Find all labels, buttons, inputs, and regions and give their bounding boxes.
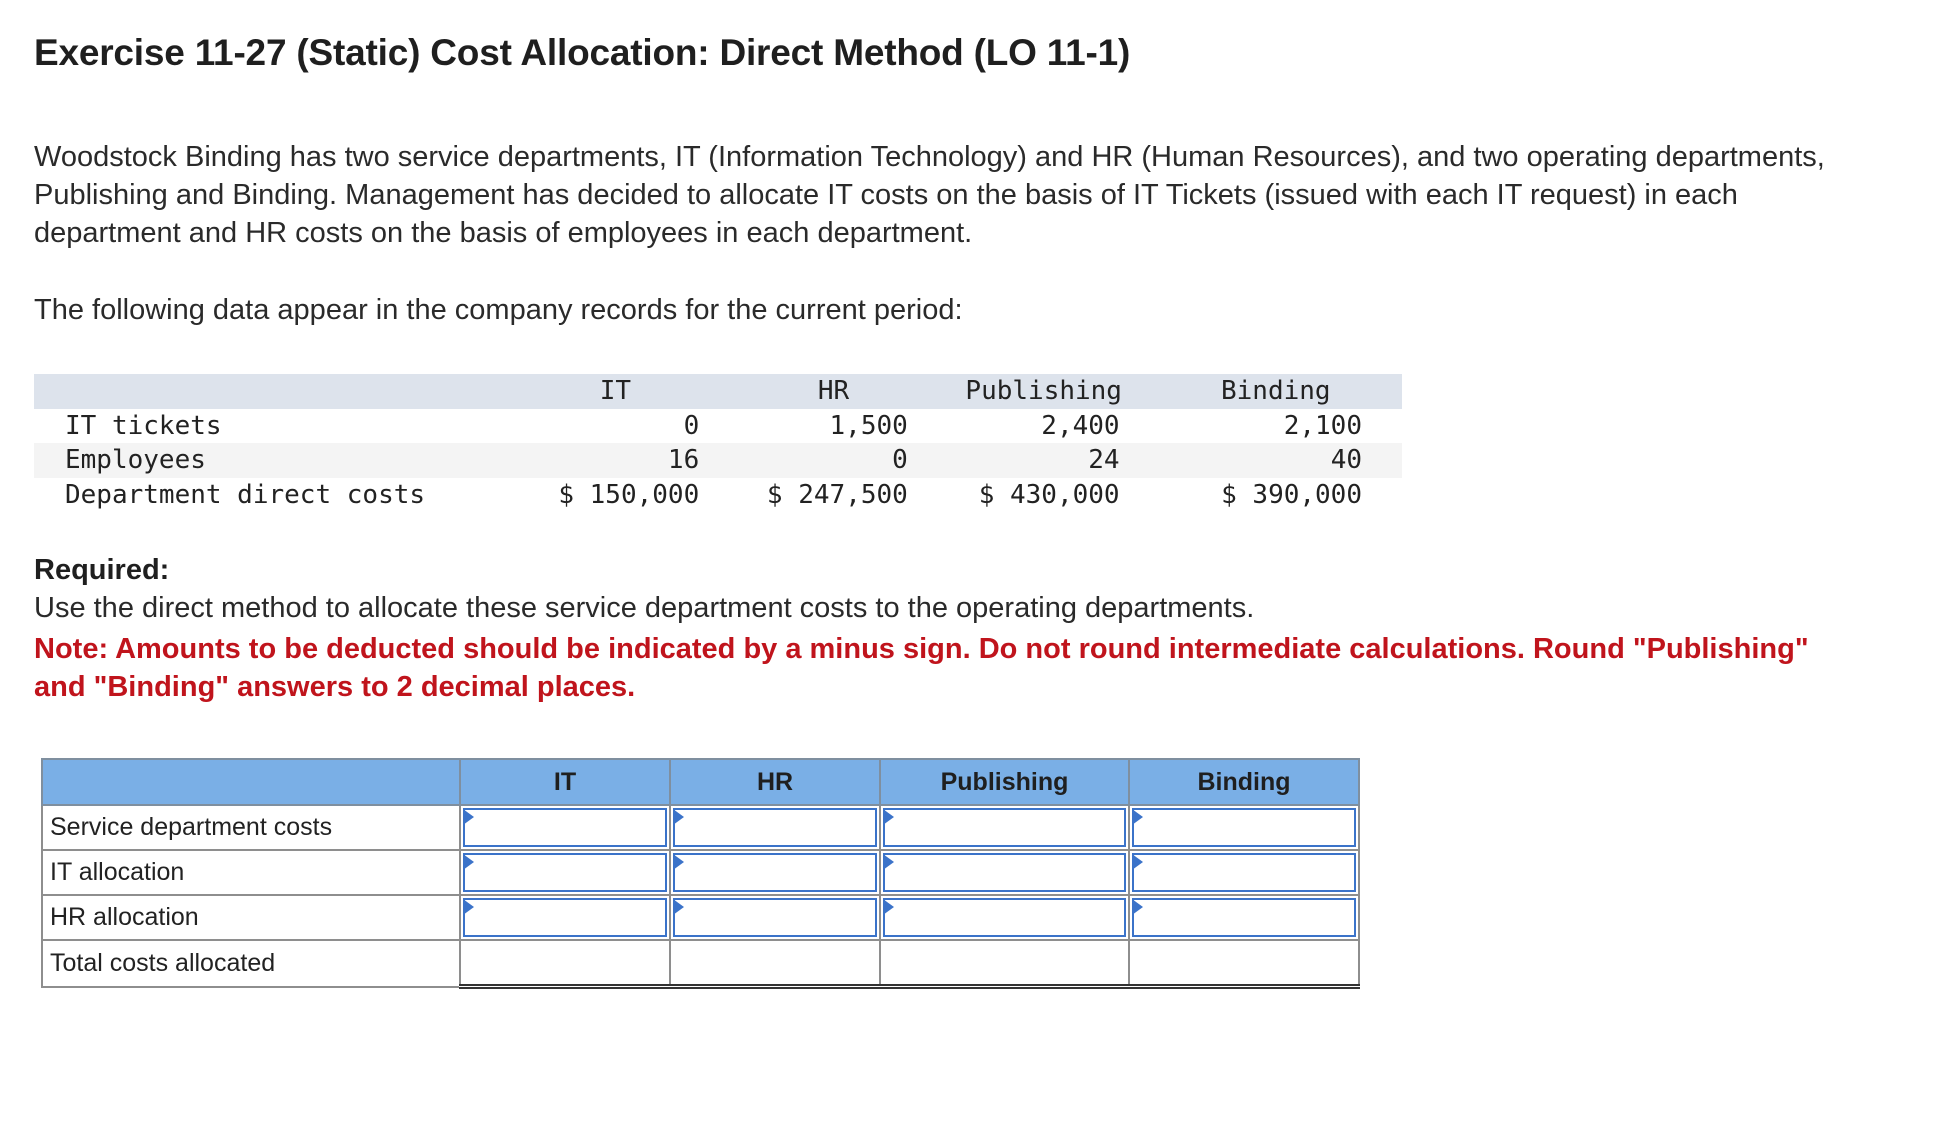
answer-cell (670, 850, 880, 895)
answer-row-label: Service department costs (42, 805, 460, 850)
hr-allocation-binding-input[interactable] (1132, 898, 1356, 937)
value-cell: $ 430,000 (978, 479, 1120, 510)
page-title: Exercise 11-27 (Static) Cost Allocation: Direct Method (LO 11-1) (34, 32, 1131, 73)
answer-row-total (42, 940, 1359, 987)
row-label: IT tickets (65, 410, 222, 441)
value-cell: 0 (892, 445, 908, 476)
input-indicator-icon (883, 899, 894, 915)
value-cell: $ 390,000 (1221, 479, 1362, 510)
required-heading: Required: (34, 554, 170, 586)
input-indicator-icon (463, 809, 474, 825)
answer-row-service-costs (42, 805, 1359, 850)
value-cell: 2,400 (1041, 410, 1120, 441)
answer-row-label: IT allocation (42, 850, 460, 895)
total-binding-cell (1129, 940, 1359, 987)
given-header-row (34, 374, 1402, 409)
value-cell: 24 (1088, 445, 1120, 476)
service-costs-publishing-input[interactable] (883, 808, 1126, 847)
input-indicator-icon (673, 854, 684, 870)
it-allocation-binding-input[interactable] (1132, 853, 1356, 892)
given-row-direct-costs (34, 478, 1402, 513)
input-indicator-icon (1132, 899, 1143, 915)
it-allocation-publishing-input[interactable] (883, 853, 1126, 892)
value-cell: 0 (683, 410, 700, 441)
answer-cell (880, 895, 1129, 940)
value-cell: 40 (1330, 445, 1362, 476)
total-hr-cell (670, 940, 880, 987)
value-cell: 16 (667, 445, 700, 476)
input-indicator-icon (1132, 809, 1143, 825)
answer-row-it-allocation (42, 850, 1359, 895)
it-allocation-hr-input[interactable] (673, 853, 877, 892)
input-indicator-icon (463, 899, 474, 915)
input-indicator-icon (463, 854, 474, 870)
data-lead-text: The following data appear in the company records for the current period: (34, 294, 963, 326)
given-row-employees (34, 443, 1402, 478)
value-cell: 2,100 (1283, 410, 1362, 441)
input-indicator-icon (673, 809, 684, 825)
row-label: Employees (65, 445, 206, 476)
answer-row-label: Total costs allocated (42, 940, 460, 987)
answer-cell (1129, 805, 1359, 850)
given-data-table (34, 374, 1402, 512)
answer-header-blank (42, 759, 460, 805)
given-header-it: IT (599, 376, 632, 407)
value-cell: $ 247,500 (766, 479, 908, 510)
hr-allocation-publishing-input[interactable] (883, 898, 1126, 937)
answer-cell (1129, 895, 1359, 940)
input-indicator-icon (1132, 854, 1143, 870)
service-costs-it-input[interactable] (463, 808, 667, 847)
value-cell: 1,500 (829, 410, 908, 441)
answer-row-hr-allocation (42, 895, 1359, 940)
service-costs-binding-input[interactable] (1132, 808, 1356, 847)
it-allocation-it-input[interactable] (463, 853, 667, 892)
input-indicator-icon (883, 809, 894, 825)
answer-header-hr: HR (670, 759, 880, 805)
required-instruction: Use the direct method to allocate these service department costs to the operating departments. (34, 592, 1255, 624)
given-header-binding: Binding (1221, 376, 1331, 407)
given-row-it-tickets (34, 409, 1402, 444)
answer-cell (460, 805, 670, 850)
service-costs-hr-input[interactable] (673, 808, 877, 847)
value-cell: $ 150,000 (558, 479, 700, 510)
answer-row-label: HR allocation (42, 895, 460, 940)
answer-cell (880, 805, 1129, 850)
answer-header-publishing: Publishing (880, 759, 1129, 805)
rounding-note: Note: Amounts to be deducted should be indicated by a minus sign. Do not round intermediate calculations. Round "Publishing" and "Binding" answers to 2 decimal places. (34, 633, 1809, 703)
hr-allocation-it-input[interactable] (463, 898, 667, 937)
input-indicator-icon (883, 854, 894, 870)
given-header-blank (34, 374, 502, 409)
given-header-hr: HR (817, 376, 850, 407)
answer-cell (460, 850, 670, 895)
answer-cell (1129, 850, 1359, 895)
answer-cell (670, 895, 880, 940)
total-publishing-cell (880, 940, 1129, 987)
answer-cell (670, 805, 880, 850)
hr-allocation-hr-input[interactable] (673, 898, 877, 937)
total-it-cell (460, 940, 670, 987)
answer-header-it: IT (460, 759, 670, 805)
given-header-publishing: Publishing (965, 376, 1122, 407)
answer-header-binding: Binding (1129, 759, 1359, 805)
answer-cell (460, 895, 670, 940)
input-indicator-icon (673, 899, 684, 915)
answer-cell (880, 850, 1129, 895)
answer-header-row (42, 759, 1359, 805)
row-label: Department direct costs (65, 479, 426, 510)
answer-table (41, 758, 1360, 989)
problem-description: Woodstock Binding has two service departments, IT (Information Technology) and HR (Human Resources), and two operating departments, Publishing and Binding. Management has decided to allocate IT costs on the basis of IT Tickets (issued with each IT request) in each department and HR costs on the basis of employees in each department. (34, 141, 1825, 249)
